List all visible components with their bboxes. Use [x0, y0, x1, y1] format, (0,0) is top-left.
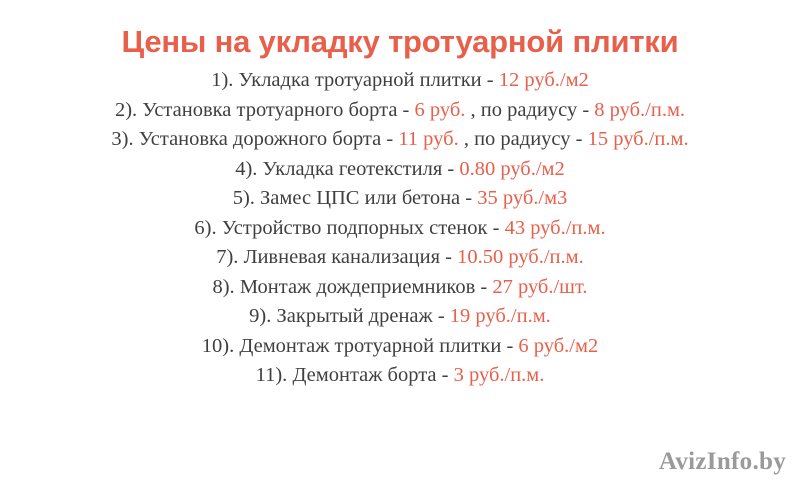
item-number: 1). [211, 69, 234, 91]
item-dash: - [480, 275, 488, 298]
item-price: 0.80 руб./м2 [459, 157, 565, 180]
item-number: 6). [194, 216, 217, 239]
item-label: Установка дорожного борта [138, 128, 382, 150]
item-label: Демонтаж тротуарной плитки [239, 334, 502, 357]
item-dash: - [386, 128, 394, 150]
item-label: Укладка геотекстиля [262, 157, 443, 180]
list-item [0, 184, 800, 214]
item-price: 3 руб./п.м. [453, 364, 545, 386]
item-dash: - [486, 69, 494, 91]
item-price: 6 руб. [414, 98, 466, 121]
item-number: 5). [232, 187, 255, 209]
list-item [0, 125, 800, 155]
item-label: Укладка тротуарной плитки [238, 69, 482, 91]
list-item [0, 361, 800, 391]
item-extra-label: , по радиусу - [470, 98, 590, 121]
item-number: 9). [249, 305, 272, 327]
item-number: 2). [114, 98, 138, 121]
item-price: 19 руб./п.м. [449, 305, 551, 327]
item-extra-price: 8 руб./п.м. [594, 98, 686, 121]
list-item [0, 96, 800, 126]
item-label: Демонтаж борта [292, 364, 437, 386]
item-dash: - [492, 216, 500, 239]
item-dash: - [445, 246, 452, 268]
list-item [0, 332, 800, 362]
list-item [0, 155, 800, 185]
list-item [0, 302, 800, 332]
item-number: 10). [201, 334, 235, 357]
item-dash: - [506, 334, 514, 357]
item-label: Монтаж дождеприемников [239, 275, 476, 298]
item-number: 3). [111, 128, 134, 150]
item-price: 11 руб. [398, 128, 459, 150]
item-dash: - [447, 157, 455, 180]
item-dash: - [465, 187, 473, 209]
item-price: 10.50 руб./п.м. [457, 246, 584, 268]
item-number: 8). [212, 275, 235, 298]
item-price: 35 руб./м3 [477, 187, 568, 209]
item-extra-label: , по радиусу - [463, 128, 583, 150]
list-item [0, 243, 800, 273]
page-title: Цены на укладку тротуарной плитки [121, 24, 679, 59]
item-dash: - [441, 364, 449, 386]
item-label: Замес ЦПС или бетона [260, 187, 461, 209]
list-item [0, 273, 800, 303]
item-label: Закрытый дренаж [276, 305, 433, 327]
item-number: 11). [255, 364, 288, 386]
item-number: 4). [235, 157, 258, 180]
item-price: 12 руб./м2 [498, 69, 589, 91]
item-dash: - [437, 305, 445, 327]
watermark: AvizInfo.by [658, 448, 786, 475]
item-price: 43 руб./п.м. [504, 216, 606, 239]
price-list [0, 66, 800, 391]
list-item [0, 214, 800, 244]
item-extra-price: 15 руб./п.м. [587, 128, 689, 150]
item-label: Установка тротуарного борта [142, 98, 398, 121]
list-item [0, 66, 800, 96]
item-label: Ливневая канализация [243, 246, 441, 268]
item-price: 27 руб./шт. [492, 275, 588, 298]
item-label: Устройство подпорных стенок [221, 216, 488, 239]
item-number: 7). [216, 246, 239, 268]
item-dash: - [402, 98, 410, 121]
item-price: 6 руб./м2 [518, 334, 599, 357]
